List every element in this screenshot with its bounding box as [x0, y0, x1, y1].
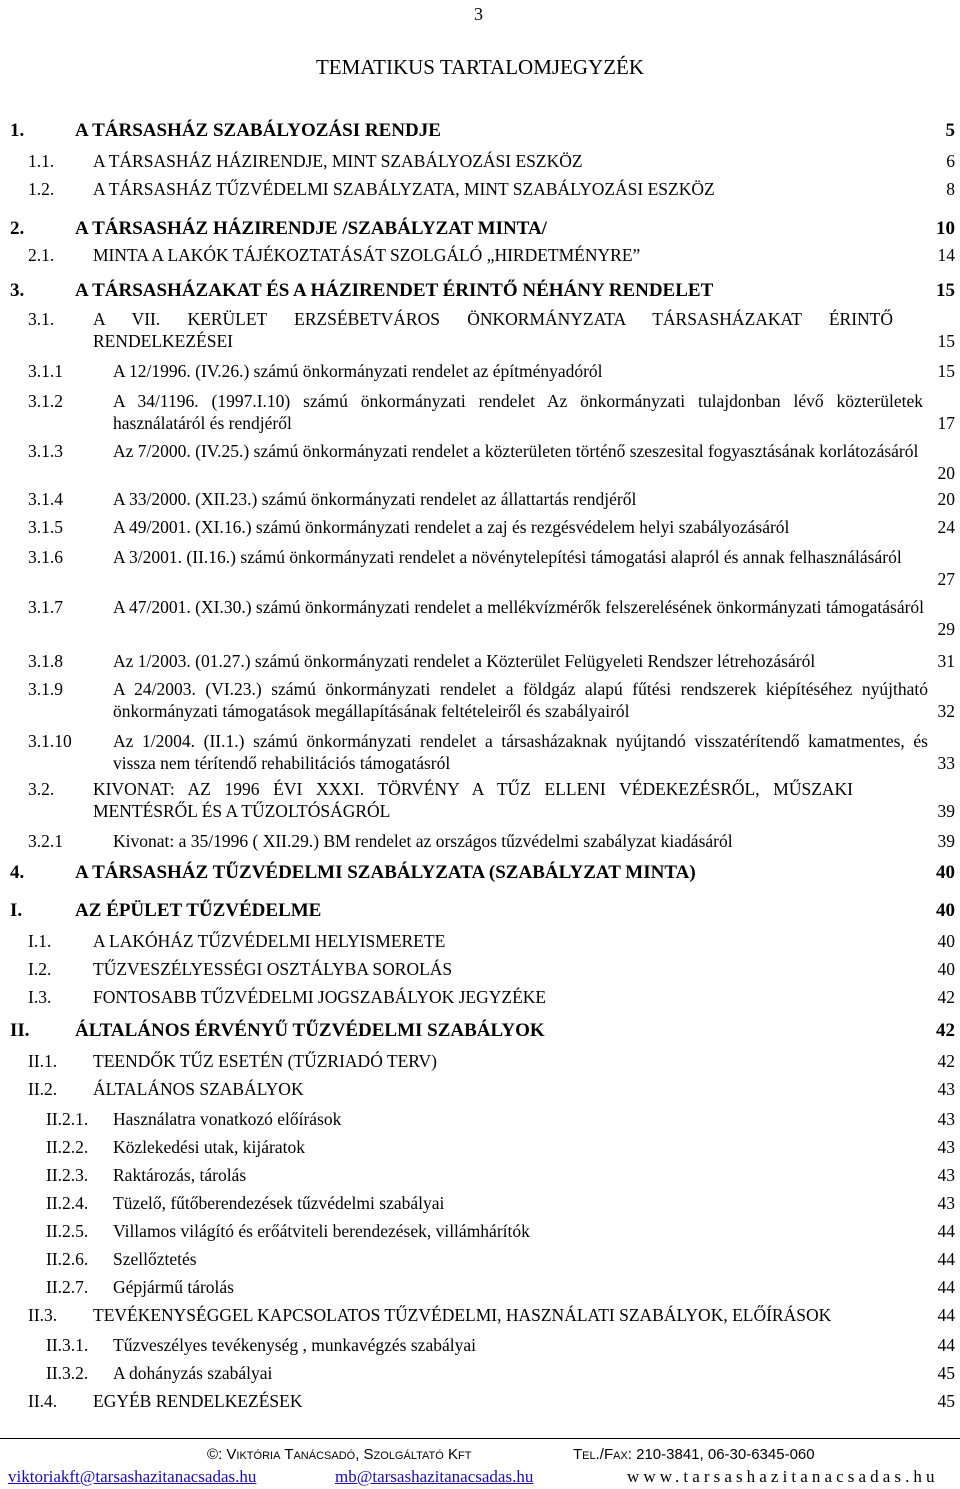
- toc-entry-number: 3.1.8: [28, 651, 63, 671]
- toc-entry-number: 3.1.4: [28, 489, 63, 509]
- toc-entry-page: 29: [937, 619, 955, 639]
- toc-entry[interactable]: [0, 440, 955, 484]
- toc-entry-number: II.2.: [28, 1079, 58, 1099]
- toc-entry-page: 24: [937, 517, 955, 537]
- toc-entry-number: II.2.7.: [46, 1277, 89, 1297]
- toc-entry-number: 1.2.: [28, 179, 55, 199]
- toc-entry[interactable]: [0, 244, 955, 266]
- footer-divider: [0, 1438, 960, 1439]
- toc-entry-page: 6: [946, 151, 955, 171]
- toc-entry[interactable]: [0, 308, 955, 352]
- toc-entry-page: 43: [937, 1165, 955, 1185]
- toc-entry-page: 20: [937, 489, 955, 509]
- toc-entry-page: 40: [936, 900, 955, 921]
- toc-entry-page: 42: [937, 987, 955, 1007]
- toc-entry-page: 17: [937, 413, 955, 433]
- toc-entry-title: A 24/2003. (VI.23.) számú önkormányzati rendelet a földgáz alapú fűtési rendszerek kiépítéséhez nyújtható önkormányzati támogatások megállapításának feltételeiről és szabályairól: [113, 679, 928, 721]
- toc-entry[interactable]: [0, 1108, 955, 1130]
- toc-entry-title: Szellőztetés: [113, 1249, 197, 1269]
- copyright-icon: ©: [207, 1446, 219, 1463]
- toc-entry-title: TEVÉKENYSÉGGEL KAPCSOLATOS TŰZVÉDELMI, HASZNÁLATI SZABÁLYOK, ELŐÍRÁSOK: [93, 1305, 832, 1325]
- toc-entry-page: 43: [937, 1137, 955, 1157]
- toc-entry[interactable]: [0, 930, 955, 952]
- toc-entry-page: 39: [937, 801, 955, 821]
- toc-entry-page: 40: [937, 931, 955, 951]
- toc-entry-title: Az 1/2004. (II.1.) számú önkormányzati rendelet a társasházaknak nyújtandó visszatérítendő kamatmentes, és vissza nem térítendő rehabilitációs támogatásról: [113, 731, 928, 773]
- toc-entry-title: A LAKÓHÁZ TŰZVÉDELMI HELYISMERETE: [93, 931, 446, 951]
- toc-entry-number: 2.1.: [28, 245, 55, 265]
- toc-entry-page: 15: [936, 280, 955, 301]
- toc-entry-number: II.3.2.: [46, 1363, 89, 1383]
- toc-entry-title: Az 1/2003. (01.27.) számú önkormányzati rendelet a Közterület Felügyeleti Rendszer létrehozásáról: [113, 651, 816, 671]
- toc-entry-page: 33: [937, 753, 955, 773]
- footer-email-1[interactable]: viktoriakft@tarsashazitanacsadas.hu: [8, 1467, 257, 1486]
- toc-entry[interactable]: [0, 1276, 955, 1298]
- toc-entry-title: A 49/2001. (XI.16.) számú önkormányzati rendelet a zaj és rezgésvédelem helyi szabályozásáról: [113, 517, 790, 537]
- toc-entry-number: II.4.: [28, 1391, 58, 1411]
- footer-phone: Tel./Fax: 210-3841, 06-30-6345-060: [573, 1446, 815, 1463]
- toc-entry-page: 31: [937, 651, 955, 671]
- toc-entry[interactable]: [0, 1248, 955, 1270]
- toc-entry-page: 20: [937, 463, 955, 483]
- toc-entry-page: 42: [937, 1051, 955, 1071]
- toc-entry[interactable]: [0, 986, 955, 1008]
- toc-entry[interactable]: [0, 218, 955, 240]
- toc-entry-number: II.2.3.: [46, 1165, 89, 1185]
- toc-entry-title: A TÁRSASHÁZ HÁZIRENDJE /SZABÁLYZAT MINTA/: [75, 218, 547, 239]
- footer-website[interactable]: www.tarsashazitanacsadas.hu: [627, 1467, 939, 1486]
- toc-entry-number: II.1.: [28, 1051, 58, 1071]
- toc-entry-page: 44: [937, 1335, 955, 1355]
- toc-entry-number: 3.1.1: [28, 361, 63, 381]
- toc-entry[interactable]: [0, 1164, 955, 1186]
- toc-entry-page: 15: [937, 361, 955, 381]
- toc-entry-number: I.2.: [28, 959, 52, 979]
- toc-entry-page: 10: [936, 218, 955, 239]
- toc-entry-page: 43: [937, 1109, 955, 1129]
- toc-entry-page: 5: [945, 120, 955, 141]
- toc-entry-page: 15: [937, 331, 955, 351]
- toc-entry-title: Tüzelő, fűtőberendezések tűzvédelmi szabályai: [113, 1193, 445, 1213]
- toc-entry-page: 45: [937, 1391, 955, 1411]
- toc-entry[interactable]: [0, 830, 955, 852]
- toc-entry-number: II.: [10, 1020, 30, 1041]
- toc-entry-number: 3.1.: [28, 309, 55, 329]
- toc-entry-number: II.2.2.: [46, 1137, 89, 1157]
- toc-entry[interactable]: [0, 360, 955, 382]
- toc-entry-title: A TÁRSASHÁZ TŰZVÉDELMI SZABÁLYZATA (SZABÁLYZAT MINTA): [75, 862, 696, 883]
- toc-entry-title: A 33/2000. (XII.23.) számú önkormányzati rendelet az állattartás rendjéről: [113, 489, 637, 509]
- company-name: : Viktória Tanácsadó, Szolgáltató Kft: [218, 1446, 472, 1463]
- toc-entry-page: 27: [937, 569, 955, 589]
- toc-entry[interactable]: [0, 120, 955, 142]
- toc-entry-title: FONTOSABB TŰZVÉDELMI JOGSZABÁLYOK JEGYZÉKE: [93, 987, 547, 1007]
- toc-entry-title: ÁLTALÁNOS SZABÁLYOK: [93, 1079, 304, 1099]
- toc-entry-number: 4.: [10, 862, 25, 883]
- toc-entry-title: EGYÉB RENDELKEZÉSEK: [93, 1391, 303, 1411]
- toc-entry-number: II.2.4.: [46, 1193, 89, 1213]
- toc-entry-page: 44: [937, 1305, 955, 1325]
- toc-entry-number: II.2.6.: [46, 1249, 89, 1269]
- toc-entry[interactable]: [0, 1362, 955, 1384]
- toc-entry-title: Használatra vonatkozó előírások: [113, 1109, 342, 1129]
- toc-entry[interactable]: [0, 730, 955, 774]
- footer-company: [207, 1446, 471, 1463]
- toc-entry-title: TEENDŐK TŰZ ESETÉN (TŰZRIADÓ TERV): [93, 1051, 438, 1071]
- toc-entry[interactable]: [0, 778, 955, 822]
- toc-entry-title: MINTA A LAKÓK TÁJÉKOZTATÁSÁT SZOLGÁLÓ „HIRDETMÉNYRE”: [93, 245, 641, 265]
- toc-entry-title: AZ ÉPÜLET TŰZVÉDELME: [75, 900, 322, 921]
- toc-entry-page: 43: [937, 1193, 955, 1213]
- toc-entry[interactable]: [0, 678, 955, 722]
- toc-entry-number: 3.1.10: [28, 731, 72, 751]
- toc-entry-number: 3.1.5: [28, 517, 63, 537]
- toc-entry[interactable]: [0, 280, 955, 302]
- toc-entry-title: A 12/1996. (IV.26.) számú önkormányzati rendelet az építményadóról: [113, 361, 603, 381]
- toc-entry-number: I.1.: [28, 931, 52, 951]
- toc-entry-title: ÁLTALÁNOS ÉRVÉNYŰ TŰZVÉDELMI SZABÁLYOK: [75, 1020, 545, 1041]
- toc-entry[interactable]: [0, 1334, 955, 1356]
- toc-entry-title: Kivonat: a 35/1996 ( XII.29.) BM rendelet az országos tűzvédelmi szabályzat kiadásáról: [113, 831, 733, 851]
- toc-entry-page: 44: [937, 1221, 955, 1241]
- toc-entry-page: 40: [936, 862, 955, 883]
- toc-entry[interactable]: [0, 1136, 955, 1158]
- toc-entry-title: TŰZVESZÉLYESSÉGI OSZTÁLYBA SOROLÁS: [93, 959, 453, 979]
- toc-entry-number: II.2.1.: [46, 1109, 89, 1129]
- toc-entry-number: II.3.1.: [46, 1335, 89, 1355]
- toc-entry-title: A TÁRSASHÁZAKAT ÉS A HÁZIRENDET ÉRINTŐ NÉHÁNY RENDELET: [75, 280, 714, 301]
- toc-entry[interactable]: [0, 862, 955, 884]
- toc-entry[interactable]: [0, 1192, 955, 1214]
- toc-entry-number: 2.: [10, 218, 25, 239]
- toc-entry-number: I.3.: [28, 987, 52, 1007]
- toc-entry-title: Az 7/2000. (IV.25.) számú önkormányzati rendelet a közterületen történő szeszesital fogyasztásának korlátozásáról: [113, 441, 919, 461]
- toc-entry-number: 3.1.9: [28, 679, 63, 699]
- toc-entry-page: 8: [946, 179, 955, 199]
- toc-entry[interactable]: [0, 650, 955, 672]
- toc-entry-title: Raktározás, tárolás: [113, 1165, 247, 1185]
- toc-entry-page: 44: [937, 1277, 955, 1297]
- toc-entry-number: 3.: [10, 280, 25, 301]
- toc-entry-page: 40: [937, 959, 955, 979]
- toc-entry[interactable]: [0, 1020, 955, 1042]
- toc-entry-title: A VII. KERÜLET ERZSÉBETVÁROS ÖNKORMÁNYZATA TÁRSASHÁZAKAT ÉRINTŐ RENDELKEZÉSEI: [93, 309, 893, 351]
- toc-entry[interactable]: [0, 390, 955, 434]
- toc-entry-page: 32: [937, 701, 955, 721]
- toc-entry-title: A TÁRSASHÁZ HÁZIRENDJE, MINT SZABÁLYOZÁSI ESZKÖZ: [93, 151, 583, 171]
- toc-entry[interactable]: [0, 958, 955, 980]
- toc-entry-page: 14: [937, 245, 955, 265]
- toc-entry-title: Gépjármű tárolás: [113, 1277, 234, 1297]
- toc-entry-number: II.2.5.: [46, 1221, 89, 1241]
- toc-entry-number: 1.1.: [28, 151, 55, 171]
- toc-entry-title: Villamos világító és erőátviteli berendezések, villámhárítók: [113, 1221, 530, 1241]
- toc-entry[interactable]: [0, 596, 955, 640]
- toc-entry[interactable]: [0, 546, 955, 590]
- toc-entry[interactable]: [0, 150, 955, 172]
- toc-entry-title: Tűzveszélyes tevékenység , munkavégzés szabályai: [113, 1335, 476, 1355]
- toc-entry[interactable]: [0, 1078, 955, 1100]
- toc-entry-number: 3.2.: [28, 779, 55, 799]
- toc-entry-number: II.3.: [28, 1305, 58, 1325]
- toc-entry[interactable]: [0, 1390, 955, 1412]
- toc-entry[interactable]: [0, 1220, 955, 1242]
- toc-entry[interactable]: [0, 488, 955, 510]
- toc-entry-page: 42: [936, 1020, 955, 1041]
- toc-entry-number: I.: [10, 900, 23, 921]
- toc-entry-page: 43: [937, 1079, 955, 1099]
- toc-entry-number: 3.1.3: [28, 441, 63, 461]
- toc-entry[interactable]: [0, 516, 955, 538]
- toc-entry-page: 45: [937, 1363, 955, 1383]
- toc-entry-title: A 3/2001. (II.16.) számú önkormányzati rendelet a növénytelepítési támogatási alapról és annak felhasználásáról: [113, 547, 902, 567]
- toc-entry-title: A TÁRSASHÁZ TŰZVÉDELMI SZABÁLYZATA, MINT SZABÁLYOZÁSI ESZKÖZ: [93, 179, 715, 199]
- toc-entry-number: 3.2.1: [28, 831, 63, 851]
- toc-entry-number: 3.1.2: [28, 391, 63, 411]
- toc-entry-title: A 47/2001. (XI.30.) számú önkormányzati rendelet a mellékvízmérők felszerelésének önkormányzati támogatásáról: [113, 597, 925, 617]
- toc-entry-title: A dohányzás szabályai: [113, 1363, 273, 1383]
- toc-entry-page: 39: [937, 831, 955, 851]
- toc-entry-title: A TÁRSASHÁZ SZABÁLYOZÁSI RENDJE: [75, 120, 441, 141]
- toc-entry-title: A 34/1196. (1997.I.10) számú önkormányzati rendelet Az önkormányzati tulajdonban lévő közterületek használatáról és rendjéről: [113, 391, 923, 433]
- toc-entry-page: 44: [937, 1249, 955, 1269]
- toc-entry[interactable]: [0, 900, 955, 922]
- toc-entry-number: 3.1.6: [28, 547, 63, 567]
- page-title: TEMATIKUS TARTALOMJEGYZÉK: [315, 55, 645, 79]
- toc-entry-number: 1.: [10, 120, 25, 141]
- toc-entry-number: 3.1.7: [28, 597, 63, 617]
- toc-entry[interactable]: [0, 1304, 955, 1326]
- toc-entry-title: Közlekedési utak, kijáratok: [113, 1137, 305, 1157]
- toc-entry-title: KIVONAT: AZ 1996 ÉVI XXXI. TÖRVÉNY A TŰZ ELLENI VÉDEKEZÉSRŐL, MŰSZAKI MENTÉSRŐL ÉS A TŰZOLTÓSÁGRÓL: [93, 779, 853, 821]
- page-number: 3: [474, 4, 483, 24]
- toc-entry[interactable]: [0, 1050, 955, 1072]
- footer-email-2[interactable]: mb@tarsashazitanacsadas.hu: [335, 1467, 534, 1486]
- toc-entry[interactable]: [0, 178, 955, 200]
